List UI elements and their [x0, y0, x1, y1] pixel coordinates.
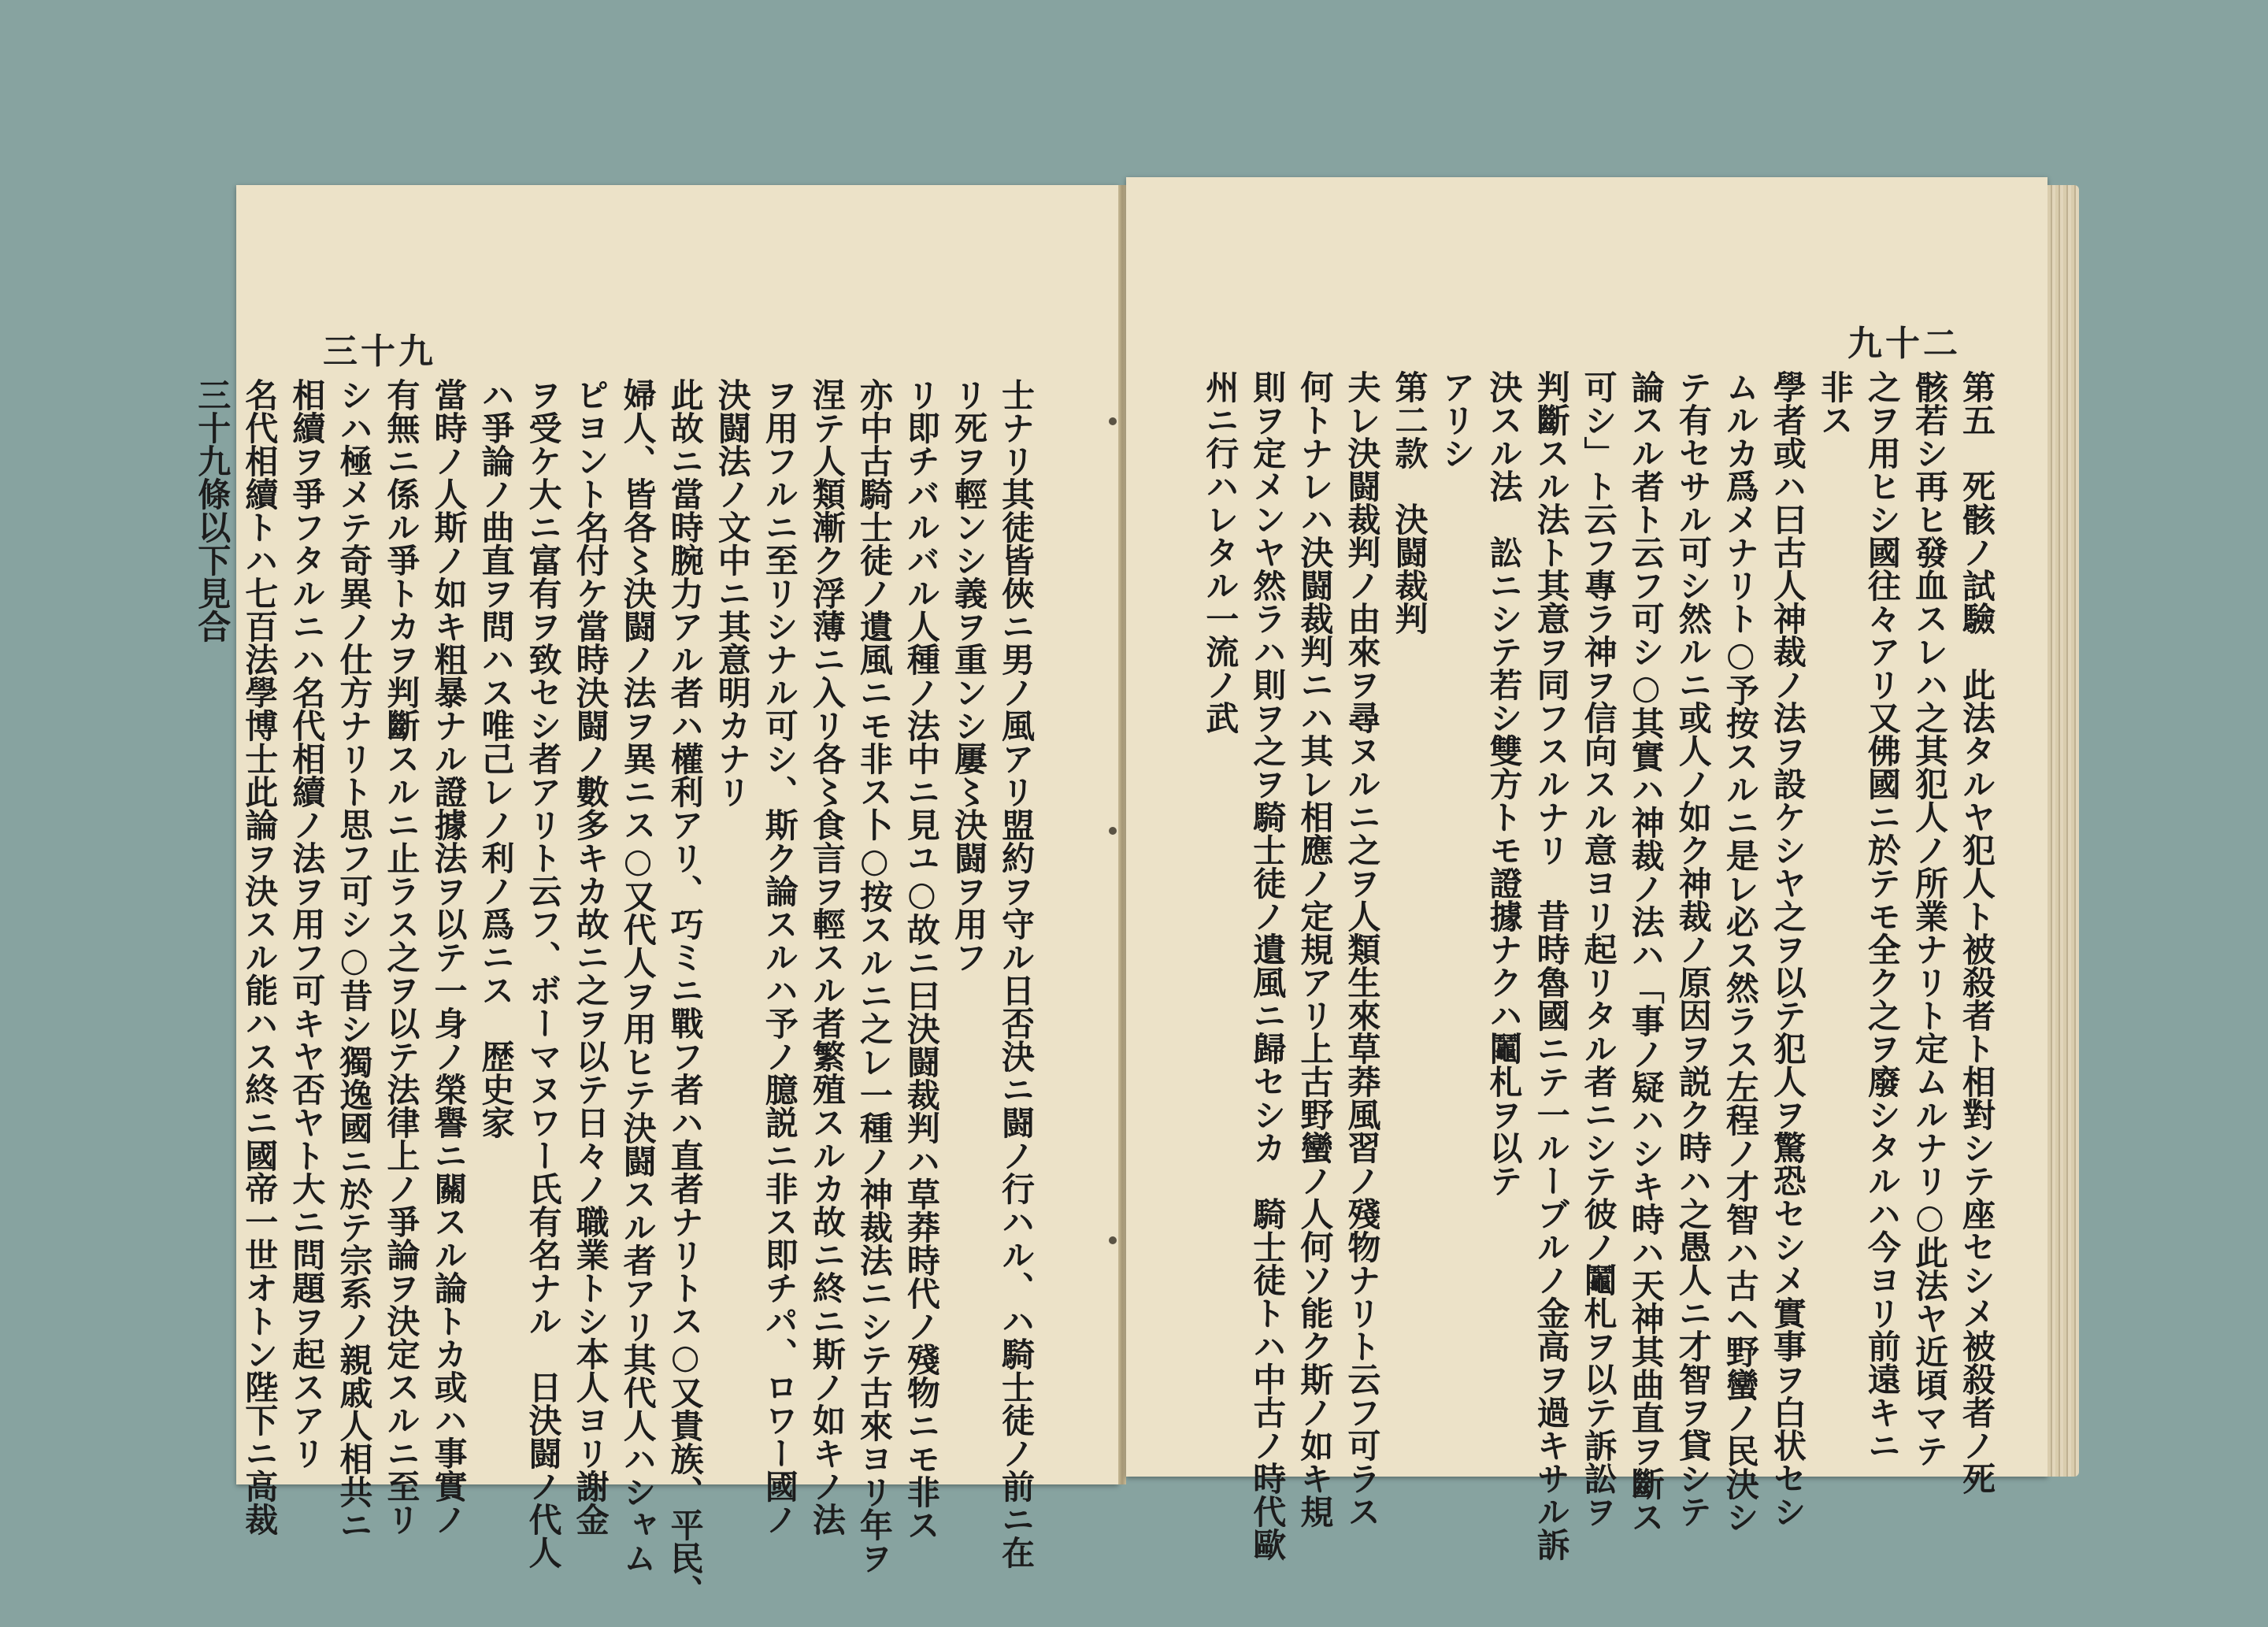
text-column: アリシ [1437, 370, 1477, 469]
text-column: 學者或ハ曰古人神裁ノ法ヲ設ケシヤ之ヲ以テ犯人ヲ驚恐セシメ實事ヲ白状セシ [1768, 370, 1807, 1528]
text-column: 則ヲ定メンヤ然ラハ則ヲ之ヲ騎士徒ノ遺風ニ歸セシカ 騎士徒トハ中古ノ時代歐 [1248, 370, 1288, 1561]
text-column: テ有セサル可シ然ルニ或人ノ如ク神裁ノ原因ヲ説ク時ハ之愚人ニ才智ヲ貸シテ [1673, 370, 1713, 1528]
binding-hole [1109, 827, 1117, 835]
text-column: 州ニ行ハレタル一流ノ武 [1201, 370, 1240, 734]
text-column: 有無ニ係ル爭トカヲ判斷スルニ止ラス之ヲ以テ法律上ノ爭論ヲ決定スルニ至リ [382, 378, 421, 1536]
text-column: ヲ用フルニ至リシナル可シ、斯ク論スルハ予ノ臆説ニ非ス即チパ、ロワー國ノ [760, 378, 799, 1536]
text-column: 士ナリ其徒皆俠ニ男ノ風アリ盟約ヲ守ル日否決ニ闘ノ行ハル、ハ騎士徒ノ前ニ在 [997, 378, 1036, 1569]
right-page-number: 九十二 [1847, 324, 1961, 364]
text-column: 此故ニ當時腕力アル者ハ權利アリ、巧ミニ戰フ者ハ直者ナリトス○又貴族、平民、 [665, 378, 705, 1607]
right-page-text [1201, 370, 2000, 1561]
text-column: 判斷スル法ト其意ヲ同フスルナリ 昔時魯國ニテ一ルーブルノ金高ヲ過キサル訴 [1532, 370, 1571, 1561]
text-column: 第二款 決闘裁判 [1390, 370, 1429, 635]
text-column: 婦人、皆各〻決闘ノ法ヲ異ニス○又代人ヲ用ヒテ決闘スル者アリ其代人ハシャム [618, 378, 658, 1574]
text-column: 名代相續トハ七百法學博士此論ヲ決スル能ハス終ニ國帝一世オトン陛下ニ高裁 [240, 378, 280, 1536]
text-column: 當時ノ人斯ノ如キ粗暴ナル證據法ヲ以テ一身ノ榮譽ニ關スル論トカ或ハ事實ノ [429, 378, 469, 1536]
text-column: 第五 死骸ノ試驗 此法タルヤ犯人ト被殺者ト相對シテ座セシメ被殺者ノ死 [1958, 370, 1996, 1495]
binding-hole [1109, 1236, 1117, 1244]
text-column: 何トナレハ決闘裁判ニハ其レ相應ノ定規アリ上古野蠻ノ人何ソ能ク斯ノ如キ規 [1295, 370, 1335, 1528]
text-column: リ即チバルバル人種ノ法中ニ見ユ○故ニ曰決闘裁判ハ草莽時代ノ殘物ニモ非ス [902, 378, 941, 1541]
text-column: 三十九條以下見合 [193, 378, 232, 643]
text-column: 決闘法ノ文中ニ其意明カナリ [713, 378, 752, 808]
text-column: 可シ」ト云フ專ラ神ヲ信向スル意ヨリ起リタル者ニシテ彼ノ鬮札ヲ以テ訴訟ヲ [1579, 370, 1618, 1528]
right-page [1126, 177, 2048, 1561]
text-column: 骸若シ再ヒ發血スレハ之其犯人ノ所業ナリト定ムルナリ○此法ヤ近頃マテ [1910, 370, 1949, 1467]
text-column: ピヨント名付ケ當時決闘ノ數多キカ故ニ之ヲ以テ日々ノ職業トシ本人ヨリ謝金 [571, 378, 610, 1536]
text-column: 非ス [1815, 370, 1855, 436]
open-book [193, 161, 2079, 1607]
text-column: 之ヲ用ヒシ國往々アリ又佛國ニ於テモ全ク之ヲ廢シタルハ今ヨリ前遠キニ [1862, 370, 1902, 1462]
text-column: 夫レ決闘裁判ノ由來ヲ尋ヌルニ之ヲ人類生來草莽風習ノ殘物ナリト云フ可ラス [1343, 370, 1382, 1528]
text-column: 亦中古騎士徒ノ遺風ニモ非ス卜○按スルニ之レ一種ノ神裁法ニシテ古來ヨリ年ヲ [854, 378, 894, 1574]
text-column: 論スル者ト云フ可シ○其實ハ神裁ノ法ハ「事ノ疑ハシキ時ハ天神其曲直ヲ斷ス [1626, 370, 1666, 1533]
page-edges [2048, 185, 2079, 1477]
left-page-text [193, 378, 1040, 1607]
text-column: 相續ヲ爭フタルニハ名代相續ノ法ヲ用フ可キヤ否ヤト大ニ問題ヲ起スアリ [287, 378, 327, 1469]
text-column: リ死ヲ輕ンシ義ヲ重ンシ屢〻決闘ヲ用フ [949, 378, 988, 973]
book-gutter [1118, 185, 1126, 1484]
left-page [193, 185, 1118, 1607]
text-column: ムルカ爲メナリト○予按スルニ是レ必ス然ラス左程ノ才智ハ古ヘ野蠻ノ民決シ [1721, 370, 1760, 1533]
text-column: 決スル法 訟ニシテ若シ雙方トモ證據ナクハ鬮札ヲ以テ [1484, 370, 1524, 1197]
text-column: ヲ受ケ大ニ富有ヲ致セシ者アリト云フ、ボーマヌワー氏有名ナル 日決闘ノ代人 [524, 378, 563, 1569]
text-column: ハ爭論ノ曲直ヲ問ハス唯己レノ利ノ爲ニス 歴史家 [476, 378, 516, 1139]
binding-hole [1109, 417, 1117, 425]
left-page-number: 三十九 [323, 332, 436, 372]
text-column: 涅テ人類漸ク浮薄ニ入リ各〻食言ヲ輕スル者繁殖スルカ故ニ終ニ斯ノ如キノ法 [807, 378, 847, 1536]
text-column: シハ極メテ奇異ノ仕方ナリト思フ可シ○昔シ獨逸國ニ於テ宗系ノ親戚人相共ニ [335, 378, 374, 1541]
